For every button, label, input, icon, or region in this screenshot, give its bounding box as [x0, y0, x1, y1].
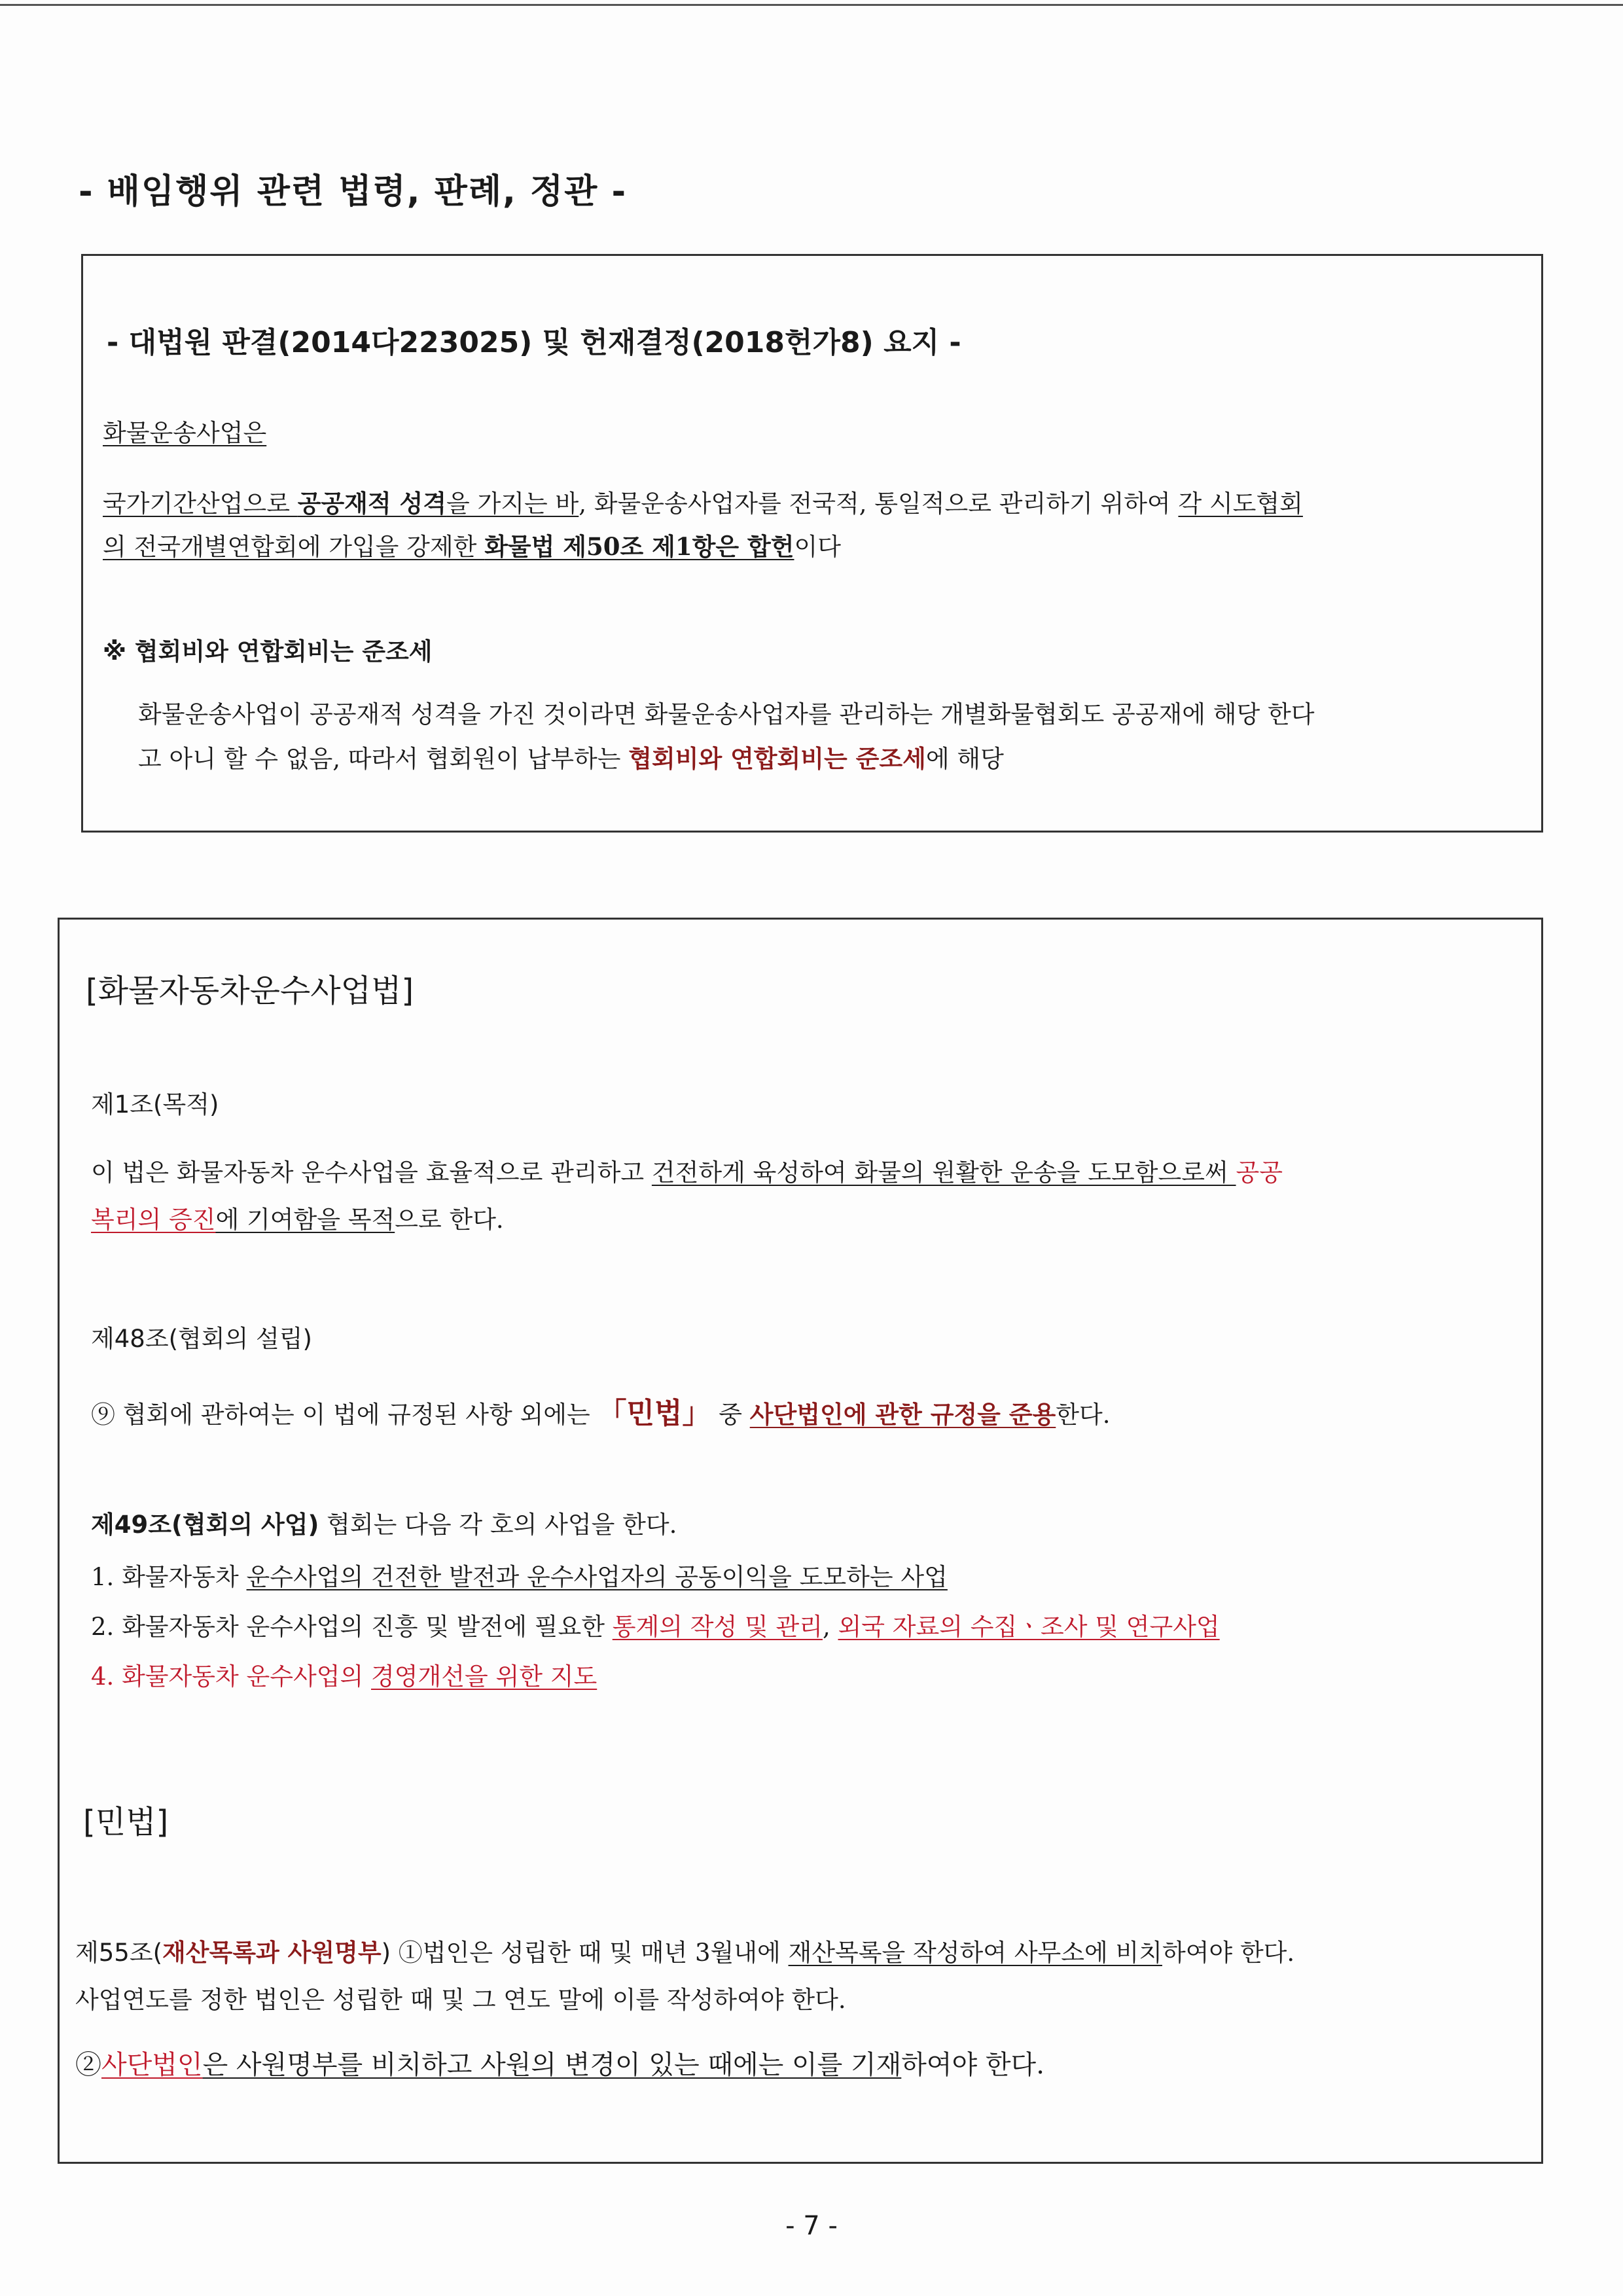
article-49-heading: 제49조(협회의 사업) 협회는 다음 각 호의 사업을 한다. — [91, 1511, 677, 1539]
page-title: - 배임행위 관련 법령, 판례, 정관 - — [79, 172, 628, 211]
ruling-title: - 대법원 판결(2014다223025) 및 헌재결정(2018헌가8) 요지 - — [107, 326, 961, 359]
article-49-item-1: 1. 화물자동차 운수사업의 건전한 발전과 운수사업자의 공동이익을 도모하는 사업 — [91, 1563, 948, 1591]
article-1-line2: 복리의 증진에 기여함을 목적으로 한다. — [91, 1206, 504, 1234]
ruling-paragraph-line1: 국가기간산업으로 공공재적 성격을 가지는 바, 화물운송사업자를 전국적, 통일적으로 관리하기 위하여 각 시도협회 — [103, 489, 1303, 518]
note-line2: 고 아니 할 수 없음, 따라서 협회원이 납부하는 협회비와 연합회비는 준조세에 해당 — [138, 744, 1004, 773]
law-title-civil-act: [민법] — [83, 1804, 169, 1840]
article-55-paragraph-2: ②사단법인은 사원명부를 비치하고 사원의 변경이 있는 때에는 이를 기재하여야 한다. — [75, 2050, 1044, 2080]
article-1-line1: 이 법은 화물자동차 운수사업을 효율적으로 관리하고 건전하게 육성하여 화물의 원활한 운송을 도모함으로써 공공 — [91, 1158, 1283, 1187]
ruling-subject: 화물운송사업은 — [103, 419, 267, 447]
law-title-cargo-act: [화물자동차운수사업법] — [86, 973, 414, 1009]
note-line1: 화물운송사업이 공공재적 성격을 가진 것이라면 화물운송사업자를 관리하는 개별화물협회도 공공재에 해당 한다 — [138, 700, 1315, 728]
article-49-item-2: 2. 화물자동차 운수사업의 진흥 및 발전에 필요한 통계의 작성 및 관리, 외국 자료의 수집ㆍ조사 및 연구사업 — [91, 1613, 1220, 1641]
article-55-paragraph-1-line1: 제55조(재산목록과 사원명부) ①법인은 성립한 때 및 매년 3월내에 재산목록을 작성하여 사무소에 비치하여야 한다. — [75, 1939, 1295, 1967]
article-49-item-4: 4. 화물자동차 운수사업의 경영개선을 위한 지도 — [91, 1662, 597, 1691]
top-border-line — [0, 4, 1623, 6]
article-48-paragraph: ⑨ 협회에 관하여는 이 법에 규정된 사항 외에는 「민법」 중 사단법인에 관한 규정을 준용한다. — [91, 1397, 1111, 1430]
article-55-paragraph-1-line2: 사업연도를 정한 법인은 성립한 때 및 그 연도 말에 이를 작성하여야 한다. — [75, 1986, 846, 2014]
note-heading: ※ 협회비와 연합회비는 준조세 — [103, 637, 433, 666]
article-48-heading: 제48조(협회의 설립) — [91, 1325, 312, 1353]
page-number: - 7 - — [785, 2211, 838, 2241]
article-1-heading: 제1조(목적) — [91, 1090, 219, 1119]
ruling-paragraph-line2: 의 전국개별연합회에 가입을 강제한 화물법 제50조 제1항은 합헌이다 — [103, 532, 841, 561]
statute-box — [58, 918, 1543, 2164]
court-ruling-box — [81, 254, 1543, 833]
